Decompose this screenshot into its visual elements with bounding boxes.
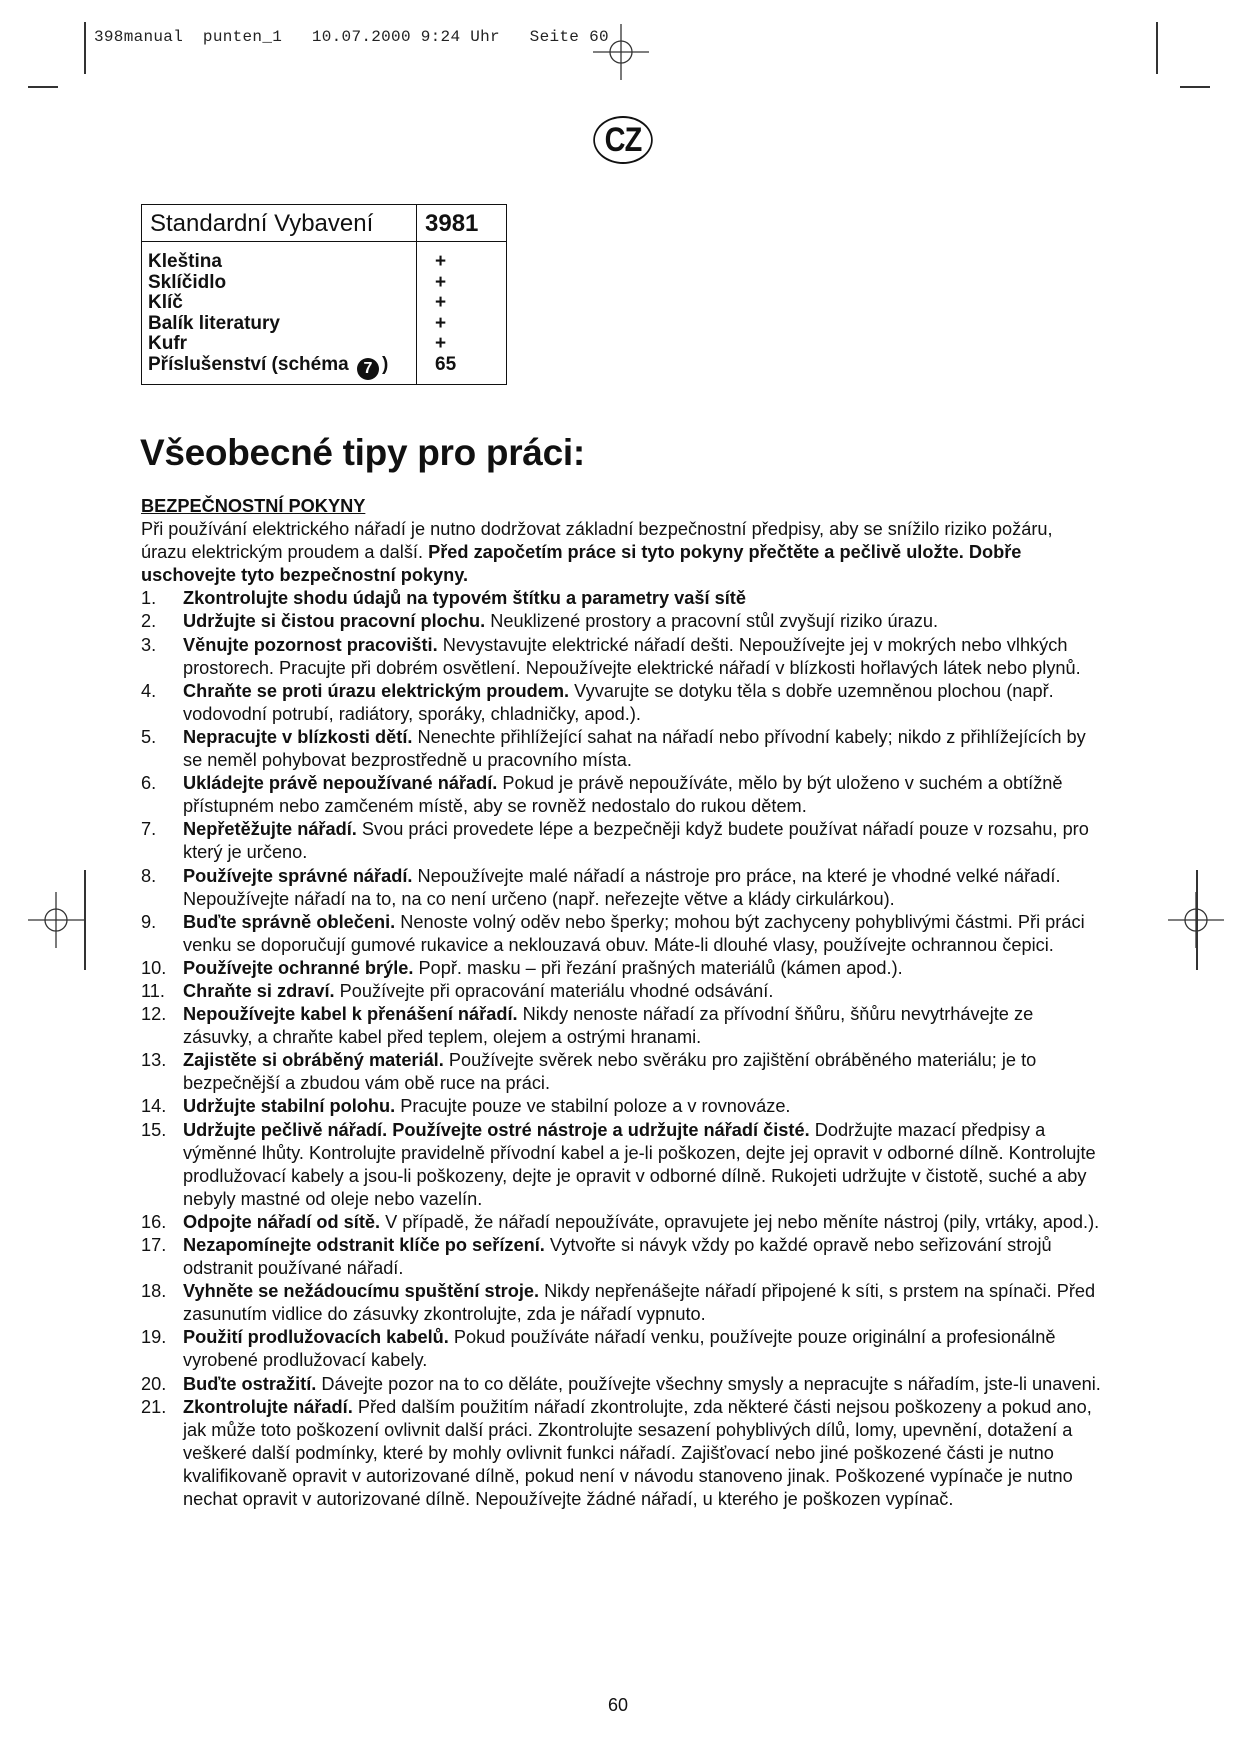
list-item — [141, 680, 1101, 726]
crop-mark-top-left-h — [28, 86, 58, 88]
rule-title: Buďte správně oblečeni. — [183, 911, 396, 932]
rule-title: Používejte ochranné brýle. — [183, 957, 414, 978]
list-item — [141, 1234, 1101, 1280]
rule-number: 3. — [141, 634, 157, 655]
rule-number: 1. — [141, 588, 157, 609]
rule-text: Nikdy nepřenášejte nářadí připojené k síti, s prstem na spínači. Před zasunutím vidlice do zásuvky zkontrolujte, zda je nářadí vypnuto. — [183, 1281, 1096, 1325]
safety-section — [141, 495, 1101, 1511]
list-item — [141, 634, 1101, 680]
crop-mark-mid-left — [84, 870, 86, 970]
accessories-label-suffix: ) — [381, 353, 389, 375]
list-item — [141, 865, 1101, 911]
list-item — [141, 1373, 1101, 1396]
rule-text: Nenoste volný oděv nebo šperky; mohou být zachyceny pohyblivými částmi. Při práci venku se doporučují gumové rukavice a neklouzavá obuv. Máte-li dlouhé vlasy, používejte ochrannou čepici. — [183, 911, 1085, 955]
rule-number: 11. — [141, 980, 165, 1001]
rule-number: 2. — [141, 611, 157, 632]
list-item — [141, 772, 1101, 818]
crop-mark-top-right-h — [1180, 86, 1210, 88]
rule-number: 13. — [141, 1050, 167, 1071]
equipment-item-label: Balík literatury — [148, 312, 280, 334]
equipment-item-value: + — [435, 312, 447, 334]
equipment-item-value: 65 — [435, 353, 457, 375]
crop-mark-top-left-v — [84, 22, 86, 74]
rule-text: Vytvořte si návyk vždy po každé opravě nebo seřizování strojů odstranit používané nářadí. — [183, 1235, 1052, 1279]
equipment-header-label: Standardní Vybavení — [142, 205, 417, 241]
list-item — [141, 1095, 1101, 1118]
rule-text: Pokud je právě nepoužíváte, mělo by být uloženo v suchém a obtížně přístupném nebo zamčeném místě, aby se rovněž nedostalo do rukou dětem. — [183, 773, 1063, 817]
rule-text: V případě, že nářadí nepoužíváte, opravujete jej nebo měníte nástroj (pily, vrtáky, apod.). — [380, 1211, 1100, 1232]
rule-number: 14. — [141, 1096, 167, 1117]
list-item — [141, 610, 1101, 633]
rule-title: Zajistěte si obráběný materiál. — [183, 1050, 444, 1071]
rule-title: Nezapomínejte odstranit klíče po seřízení. — [183, 1235, 545, 1255]
rule-number: 17. — [141, 1235, 167, 1255]
rule-title: Chraňte se proti úrazu elektrickým proudem. — [183, 680, 570, 701]
rule-text: Svou práci provedete lépe a bezpečněji když budete používat nářadí pouze v rozsahu, pro který je určeno. — [183, 819, 1089, 863]
rule-title: Zkontrolujte nářadí. — [183, 1396, 353, 1417]
equipment-item-label: Kufr — [148, 333, 188, 354]
rule-text: Nepoužívejte malé nářadí a nástroje pro práce, na které je vhodné velké nářadí. Nepoužívejte nářadí na to, na co není určeno (např. neřezejte větve a klády cirkulárkou). — [183, 865, 1061, 909]
rule-title: Používejte správné nářadí. — [183, 865, 413, 886]
equipment-item-label: Sklíčidlo — [148, 271, 227, 293]
rule-number: 18. — [141, 1281, 167, 1302]
list-item — [141, 911, 1101, 957]
standard-equipment-table — [141, 204, 507, 385]
rule-text: Nenechte přihlížející sahat na nářadí nebo přívodní kabely; nikdo z přihlížejících by se neměl pohybovat bezprostředně u pracovního místa. — [183, 726, 1086, 771]
rule-text: Pracujte pouze ve stabilní poloze a v rovnováze. — [395, 1096, 791, 1117]
crop-mark-top-right-v — [1156, 22, 1158, 74]
equipment-item-label: Klíč — [148, 292, 183, 313]
rule-text: Pokud používáte nářadí venku, používejte pouze originální a profesionálně vyrobené prodlužovací kabely. — [183, 1327, 1056, 1371]
list-item — [141, 1280, 1101, 1326]
rule-title: Nepoužívejte kabel k přenášení nářadí. — [183, 1004, 518, 1025]
rule-title: Udržujte pečlivě nářadí. Používejte ostré nástroje a udržujte nářadí čisté. — [183, 1119, 810, 1140]
print-header: 398manual punten_1 10.07.2000 9:24 Uhr Seite 60 — [94, 28, 609, 46]
language-badge: CZ — [593, 116, 653, 164]
rule-text: Dávejte pozor na to co děláte, používejte všechny smysly a nepracujte s nářadím, jste-li unaveni. — [316, 1373, 1101, 1394]
safety-intro — [141, 518, 1101, 587]
list-item — [141, 587, 1101, 610]
equipment-item-label-accessories — [148, 355, 416, 376]
rule-text: Nevystavujte elektrické nářadí dešti. Nepoužívejte jej v mokrých nebo vlhkých prostorech. Pracujte při dobrém osvětlení. Nepoužívejte elektrické nářadí v blízkosti hořlavých látek nebo plynů. — [183, 634, 1081, 678]
rule-number: 20. — [141, 1373, 167, 1394]
equipment-table-body — [142, 242, 506, 385]
list-item — [141, 1049, 1101, 1095]
equipment-table-header — [142, 205, 506, 242]
rule-title: Udržujte si čistou pracovní plochu. — [183, 611, 486, 632]
list-item — [141, 726, 1101, 772]
safety-intro-text: Při používání elektrického nářadí je nutno dodržovat základní bezpečnostní předpisy, aby se snížilo riziko požáru, úrazu elektrickým proudem a další. — [141, 519, 1053, 563]
rule-text: Před dalším použitím nářadí zkontrolujte, zda některé části nejsou poškozeny a pokud ano, jak může toto poškození ovlivnit další práci. Zkontrolujte sesazení pohyblivých dílů, lomy, upevnění, dotažení a veškeré další podmínky, které by mohly ovlivnit funkci nářadí. Zajišťovací nebo jiné poškozené části je nutno kvalifikovaně opravit v autorizované dílně, pokud není v návodu stanoveno jinak. Poškozené vypínače je nutno nechat opravit v autorizované dílně. Nepoužívejte žádné nářadí, u kterého je poškozen vypínač. — [183, 1396, 1092, 1510]
rule-number: 21. — [141, 1396, 167, 1417]
rule-text: Popř. masku – při řezání prašných materiálů (kámen apod.). — [413, 957, 903, 978]
equipment-labels-column — [142, 242, 417, 385]
rule-number: 7. — [141, 819, 157, 840]
equipment-item-value: + — [435, 292, 447, 313]
safety-intro-bold: Před započetím práce si tyto pokyny přečtěte a pečlivě uložte. Dobře uschovejte tyto bezpečnostní pokyny. — [141, 542, 1022, 586]
list-item — [141, 980, 1101, 1003]
section-heading: BEZPEČNOSTNÍ POKYNY — [141, 496, 366, 516]
list-item — [141, 957, 1101, 980]
rule-number: 8. — [141, 865, 157, 886]
rule-number: 5. — [141, 726, 157, 747]
rule-number: 6. — [141, 773, 157, 794]
rule-text: Nikdy nenoste nářadí za přívodní šňůru, šňůru nevytrhávejte ze zásuvky, a chraňte kabel před teplem, olejem a ostrými hranami. — [183, 1004, 1034, 1048]
list-item — [141, 1003, 1101, 1049]
rule-title: Udržujte stabilní polohu. — [183, 1096, 396, 1117]
page-title: Všeobecné tipy pro práci: — [140, 432, 585, 473]
rule-text: Vyvarujte se dotyku těla s dobře uzemněnou plochou (např. vodovodní potrubí, radiátory, sporáky, chladničky, apod.). — [183, 680, 1054, 724]
page-number: 60 — [608, 1695, 629, 1715]
list-item — [141, 1119, 1101, 1211]
registration-mark-top-icon — [593, 24, 649, 80]
equipment-item-value: + — [435, 271, 447, 293]
rule-title: Nepřetěžujte nářadí. — [183, 819, 357, 840]
rule-title: Použití prodlužovacích kabelů. — [183, 1327, 449, 1348]
registration-mark-right-icon — [1168, 892, 1224, 948]
list-item — [141, 1326, 1101, 1372]
list-item — [141, 818, 1101, 864]
rule-title: Odpojte nářadí od sítě. — [183, 1211, 381, 1232]
accessories-label-text: Příslušenství (schéma — [148, 353, 349, 375]
rule-title: Věnujte pozornost pracovišti. — [183, 634, 438, 655]
registration-mark-left-icon — [28, 892, 84, 948]
rule-number: 4. — [141, 680, 157, 701]
equipment-item-value: + — [435, 333, 447, 354]
equipment-item-label: Kleština — [148, 251, 222, 272]
figure-reference-badge: 7 — [357, 358, 379, 380]
rule-title: Ukládejte právě nepoužívané nářadí. — [183, 773, 498, 794]
safety-rules-list — [141, 587, 1101, 1511]
rule-text: Používejte při opracování materiálu vhodné odsávání. — [334, 980, 774, 1001]
list-item — [141, 1211, 1101, 1234]
equipment-item-value: + — [435, 251, 447, 272]
rule-title: Buďte ostražití. — [183, 1373, 317, 1394]
rule-number: 10. — [141, 957, 167, 978]
rule-title: Chraňte si zdraví. — [183, 980, 335, 1001]
list-item — [141, 1396, 1101, 1511]
rule-number: 12. — [141, 1004, 167, 1025]
rule-number: 9. — [141, 911, 157, 932]
equipment-model-number: 3981 — [425, 210, 479, 237]
rule-text: Neuklizené prostory a pracovní stůl zvyšují riziko úrazu. — [485, 611, 939, 632]
rule-text: Používejte svěrek nebo svěráku pro zajištění obráběného materiálu; je to bezpečnější a zbudou vám obě ruce na práci. — [183, 1050, 1037, 1094]
equipment-values-column — [417, 242, 506, 385]
rule-text: Dodržujte mazací předpisy a výměnné lhůty. Kontrolujte pravidelně přívodní kabel a je-li poškozen, dejte jej opravit v odborné dílně. Kontrolujte prodlužovací kabely a jsou-li poškozeny, dejte je opravit v odborné dílně. Rukojeti udržujte v čistotě, suché a aby nebyly mastné od oleje nebo vazelín. — [183, 1119, 1096, 1209]
rule-title: Vyhněte se nežádoucímu spuštění stroje. — [183, 1281, 540, 1302]
rule-number: 15. — [141, 1119, 167, 1140]
rule-number: 19. — [141, 1327, 167, 1348]
rule-title: Zkontrolujte shodu údajů na typovém štítku a parametry vaší sítě — [183, 588, 746, 609]
rule-title: Nepracujte v blízkosti dětí. — [183, 726, 413, 747]
rule-number: 16. — [141, 1211, 167, 1232]
